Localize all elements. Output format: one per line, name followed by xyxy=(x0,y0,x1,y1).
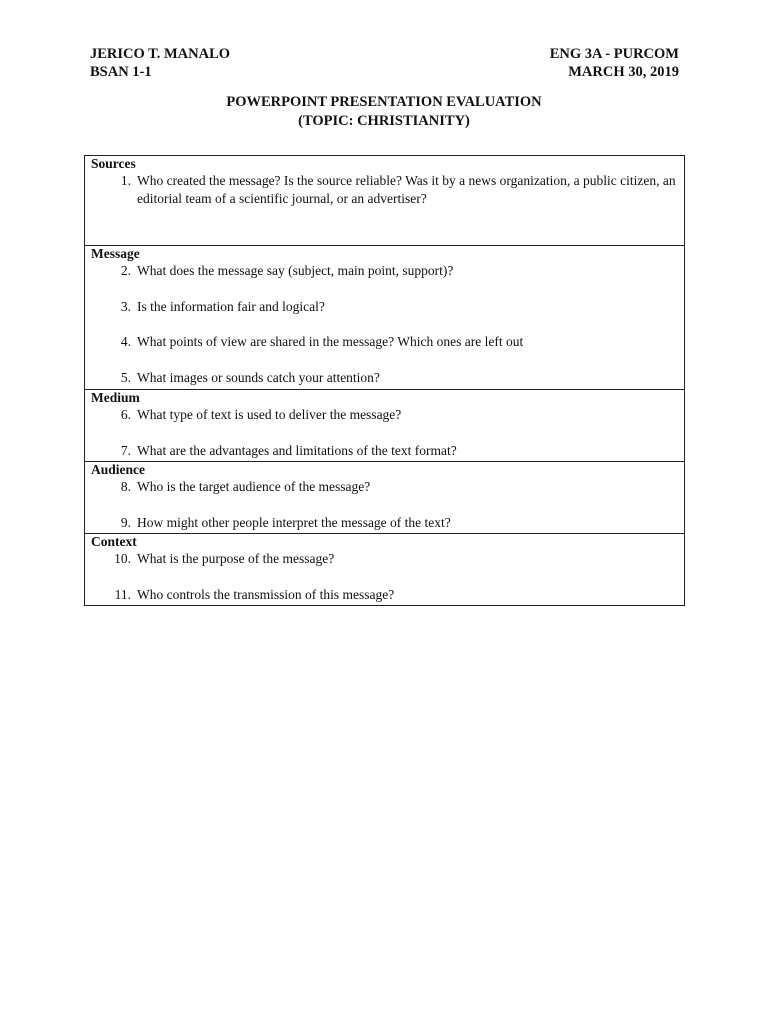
question-item xyxy=(91,333,678,351)
question-item xyxy=(91,406,678,424)
section-title-sources: Sources xyxy=(91,156,136,171)
title-line-1: POWERPOINT PRESENTATION EVALUATION xyxy=(226,94,542,110)
student-info xyxy=(90,45,230,81)
question-text: What images or sounds catch your attention? xyxy=(137,369,380,385)
question-item xyxy=(91,298,678,316)
section-title-message: Message xyxy=(91,246,140,261)
section-sources xyxy=(85,156,684,246)
section-context xyxy=(85,534,684,605)
section-medium xyxy=(85,390,684,462)
question-text: What does the message say (subject, main point, support)? xyxy=(137,263,454,278)
question-item xyxy=(91,262,678,280)
question-text: Who created the message? Is the source reliable? Was it by a news organization, a public citizen, an editorial team of a scientific journal, or an advertiser? xyxy=(137,173,676,206)
question-item xyxy=(91,172,678,208)
section-audience xyxy=(85,462,684,534)
question-item xyxy=(91,478,678,496)
question-number: 5. xyxy=(120,369,131,385)
question-number: 1. xyxy=(120,173,131,188)
section-title-audience: Audience xyxy=(91,462,145,477)
question-number: 11. xyxy=(114,586,131,602)
question-text: What points of view are shared in the message? Which ones are left out xyxy=(137,334,524,349)
question-text: Who is the target audience of the message? xyxy=(137,479,371,494)
question-item xyxy=(91,369,678,387)
evaluation-table xyxy=(84,155,685,606)
question-text: How might other people interpret the message of the text? xyxy=(137,514,451,530)
document-date: MARCH 30, 2019 xyxy=(568,64,679,80)
student-name: JERICO T. MANALO xyxy=(90,46,231,62)
question-text: What type of text is used to deliver the message? xyxy=(137,407,402,422)
course-info xyxy=(550,45,679,81)
question-item xyxy=(91,550,678,568)
question-item xyxy=(91,514,678,532)
document-title xyxy=(0,93,768,131)
question-text: What is the purpose of the message? xyxy=(137,551,335,566)
question-number: 8. xyxy=(120,479,131,494)
section-title-medium: Medium xyxy=(91,390,140,405)
question-number: 3. xyxy=(120,298,131,314)
question-text: Who controls the transmission of this message? xyxy=(137,586,395,602)
question-number: 10. xyxy=(114,551,131,566)
question-text: Is the information fair and logical? xyxy=(137,298,325,314)
question-number: 6. xyxy=(120,407,131,422)
question-number: 4. xyxy=(120,334,131,349)
title-line-2: (TOPIC: CHRISTIANITY) xyxy=(298,113,470,129)
question-number: 7. xyxy=(120,442,131,458)
section-message xyxy=(85,246,684,390)
student-section: BSAN 1-1 xyxy=(90,64,152,80)
question-item xyxy=(91,442,678,460)
question-text: What are the advantages and limitations of the text format? xyxy=(137,442,457,458)
course-code: ENG 3A - PURCOM xyxy=(549,46,679,62)
question-number: 9. xyxy=(120,514,131,530)
section-title-context: Context xyxy=(91,534,137,549)
question-number: 2. xyxy=(120,263,131,278)
question-item xyxy=(91,586,678,604)
